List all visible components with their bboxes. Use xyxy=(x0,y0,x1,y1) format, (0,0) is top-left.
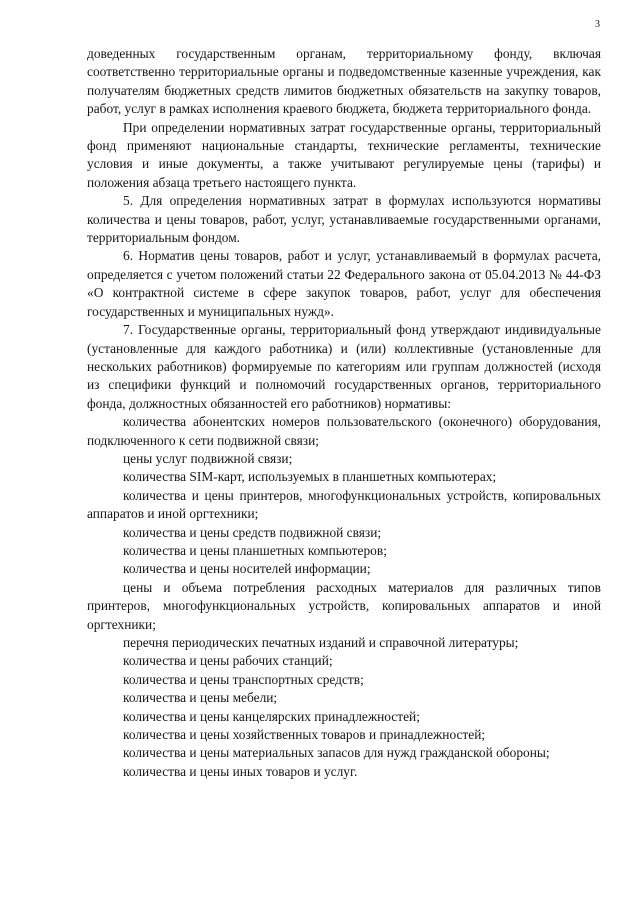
norm-list-item: цены услуг подвижной связи; xyxy=(123,450,293,466)
norm-list-item: количества и цены принтеров, многофункциональных устройств, копировальных аппаратов и иной оргтехники; xyxy=(87,487,601,522)
paragraph-item-5: 5. Для определения нормативных затрат в формулах используются нормативы количества и цены товаров, работ, услуг, устанавливаемые государственными органами, территориальным фондом. xyxy=(87,193,601,246)
norm-list-item: количества и цены материальных запасов для нужд гражданской обороны; xyxy=(123,745,550,761)
paragraph-norm-determination: При определении нормативных затрат государственные органы, территориальный фонд применяют национальные стандарты, технические регламенты, технические условия и иные документы, а также учитывают регулируемые цены (тарифы) и положения абзаца третьего настоящего пункта. xyxy=(87,119,601,190)
norm-list-item: количества и цены планшетных компьютеров; xyxy=(123,542,387,558)
norm-list-item: количества и цены хозяйственных товаров и принадлежностей; xyxy=(123,727,486,743)
norm-list-item: количества и цены иных товаров и услуг. xyxy=(123,763,358,779)
norm-list-item: количества и цены мебели; xyxy=(123,690,278,706)
paragraph-item-7: 7. Государственные органы, территориальный фонд утверждают индивидуальные (установленные для каждого работника) и (или) коллективные (установленные для нескольких работников) формируемые по категориям или группам должностей (исходя из специфики функций и полномочий государственных органов, территориального фонда, должностных обязанностей его работников) нормативы: xyxy=(87,322,601,411)
norm-list-item: перечня периодических печатных изданий и справочной литературы; xyxy=(123,635,519,650)
paragraph-item-6: 6. Норматив цены товаров, работ и услуг, устанавливаемый в формулах расчета, определяется с учетом положений статьи 22 Федерального закона от 05.04.2013 № 44-ФЗ «О контрактной системе в сфере закупок товаров, работ, услуг для обеспечения государственных и муниципальных нужд». xyxy=(87,248,601,319)
norm-list-item: количества и цены канцелярских принадлежностей; xyxy=(123,708,420,724)
norm-list-item: количества и цены средств подвижной связи; xyxy=(123,524,382,540)
norm-list-item: количества и цены транспортных средств; xyxy=(123,671,364,687)
norm-list-item: количества и цены носителей информации; xyxy=(123,561,371,577)
norm-list-item: количества SIM-карт, используемых в планшетных компьютерах; xyxy=(123,469,497,485)
norm-list-item: количества абонентских номеров пользовательского (оконечного) оборудования, подключенного к сети подвижной связи; xyxy=(87,414,601,448)
page-number: 3 xyxy=(595,19,600,30)
paragraph-continuation: доведенных государственным органам, территориальному фонду, включая соответственно территориальные органы и подведомственные казенные учреждения, как получателям бюджетных средств лимитов бюджетных обязательств на закупку товаров, работ, услуг в рамках исполнения краевого бюджета, бюджета территориального фонда. xyxy=(87,46,601,117)
norm-list-item: количества и цены рабочих станций; xyxy=(123,653,333,669)
norm-list-item: цены и объема потребления расходных материалов для различных типов принтеров, многофункциональных устройств, копировальных аппаратов и иной оргтехники; xyxy=(87,579,601,632)
norm-list xyxy=(87,413,601,781)
document-body xyxy=(87,45,601,781)
